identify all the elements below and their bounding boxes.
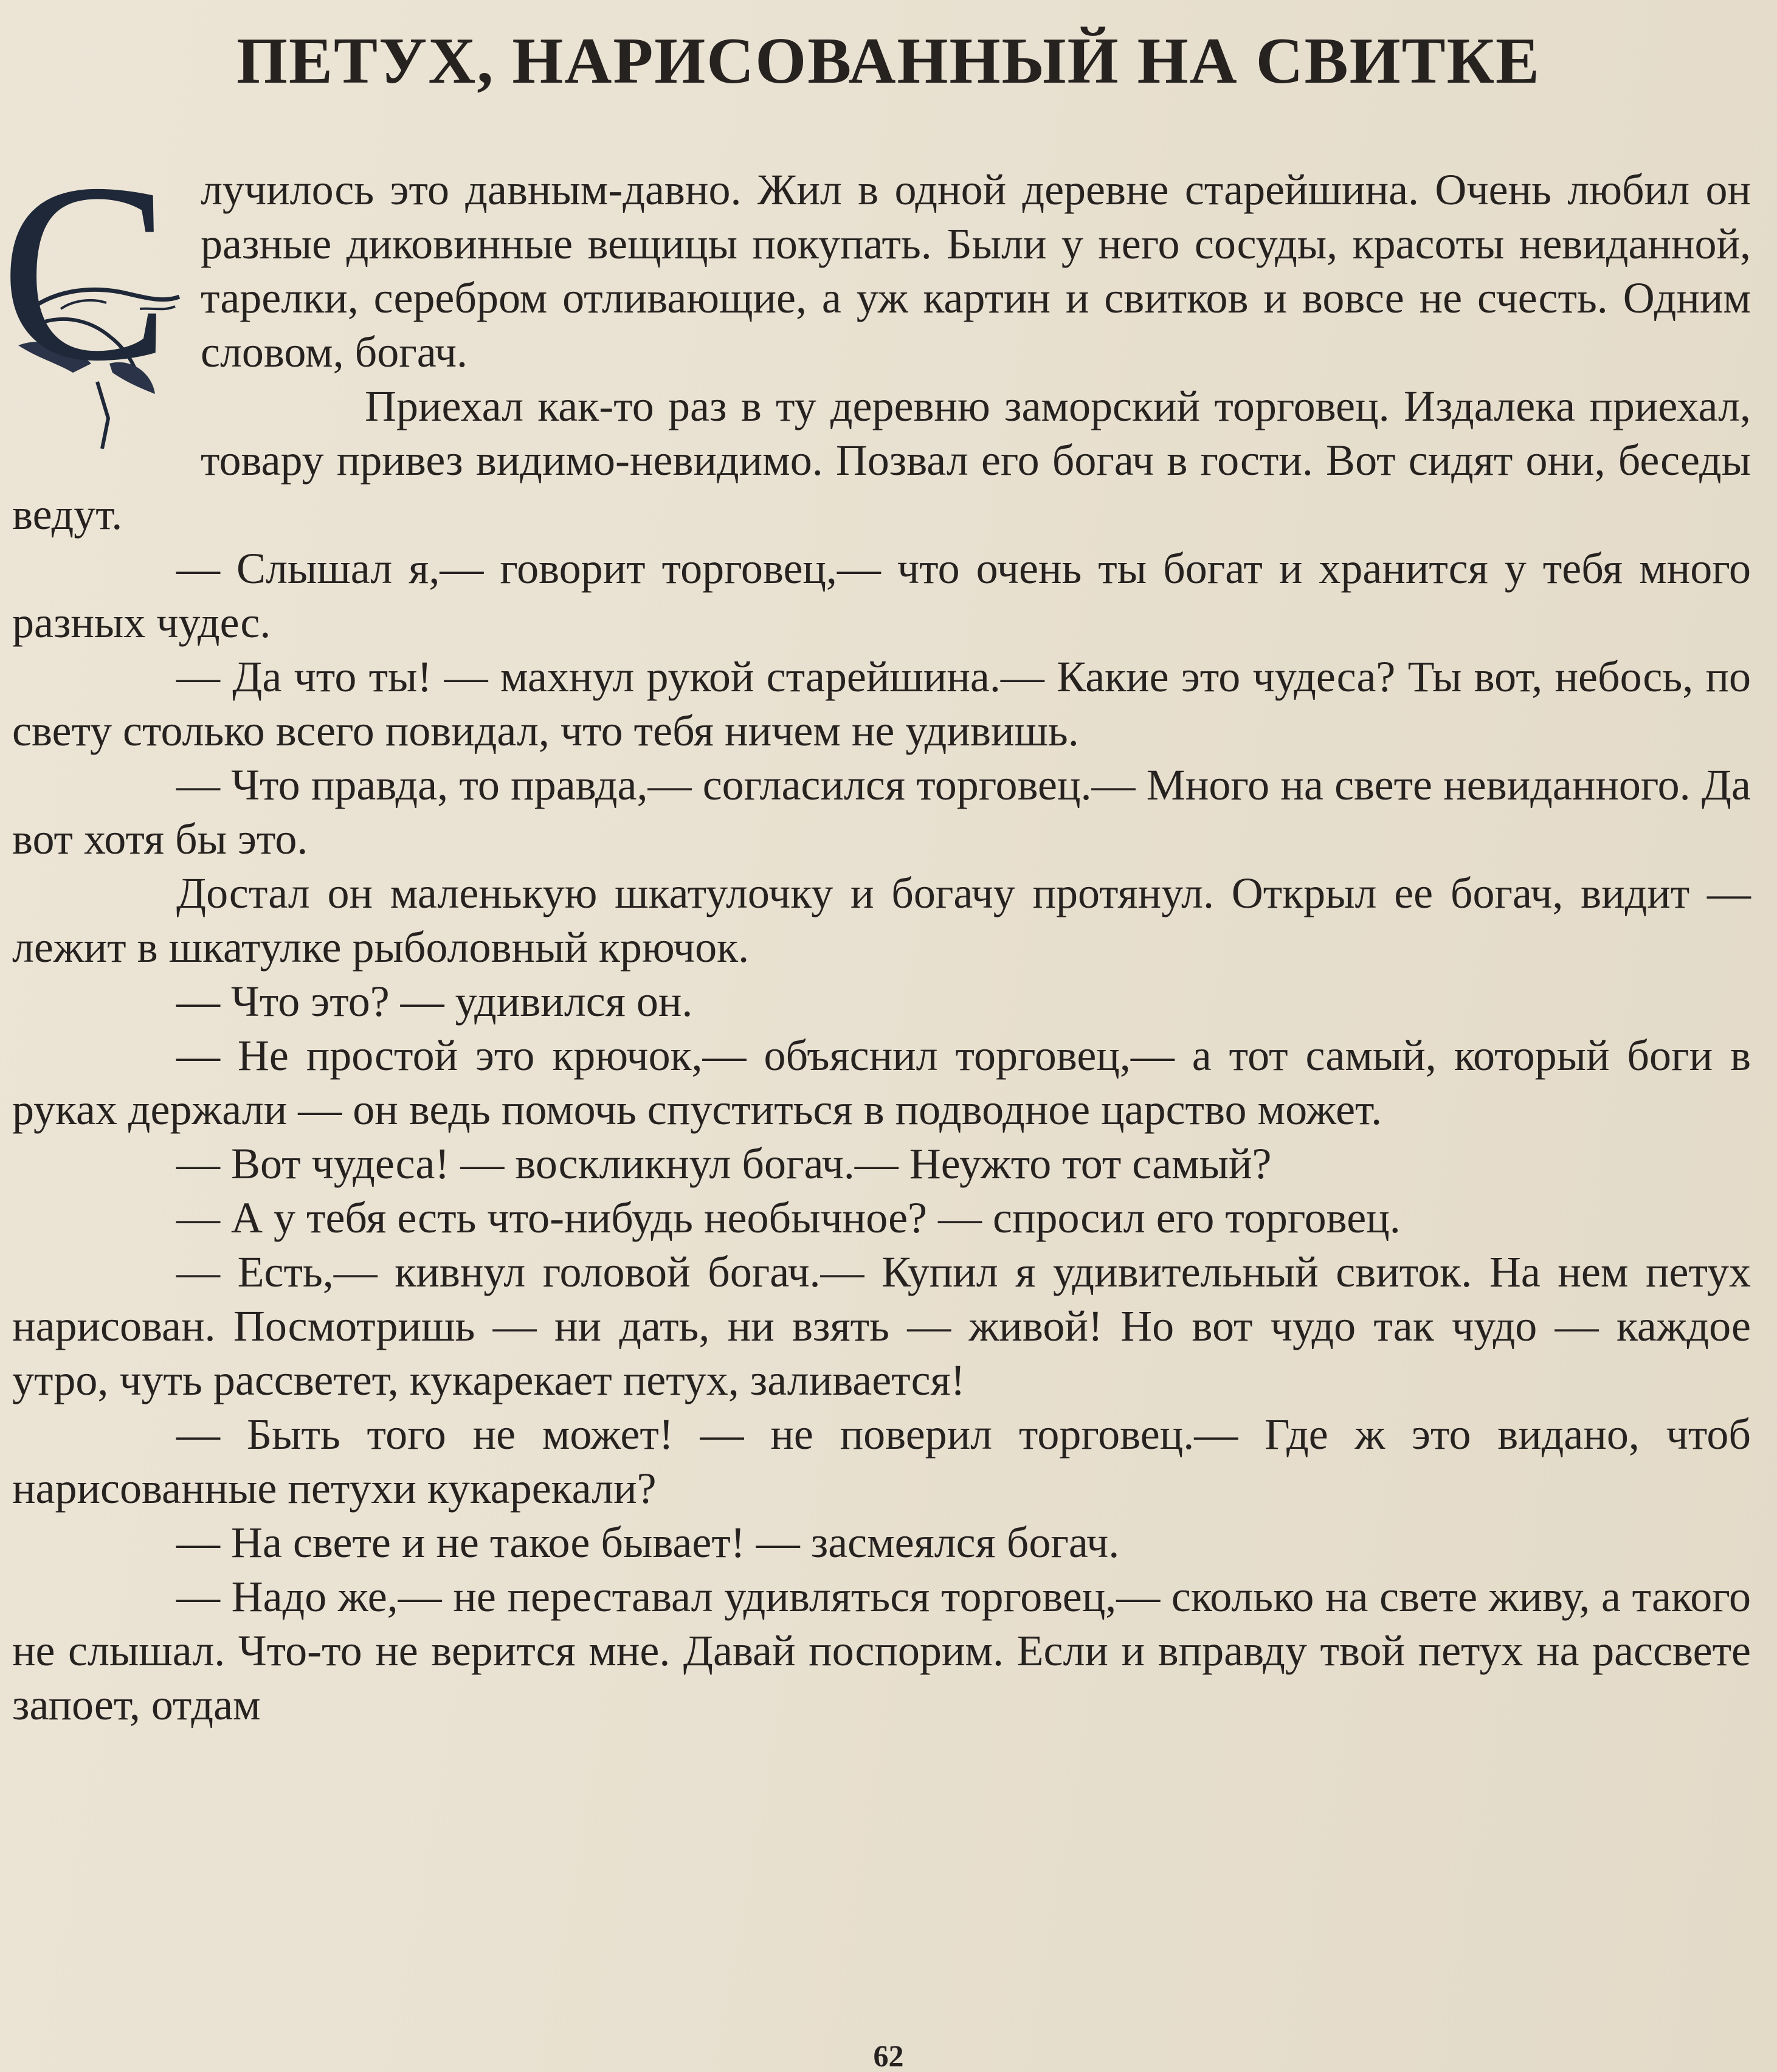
paragraph: — На свете и не такое бывает! — засмеялся богач.: [176, 1518, 1120, 1567]
paragraph: — Что правда, то правда,— согласился торговец.— Много на свете невиданного. Да вот хотя бы это.: [12, 761, 1751, 863]
paragraph: — Есть,— кивнул головой богач.— Купил я удивительный свиток. На нем петух нарисован. Посмотришь — ни дать, ни взять — живой! Но вот чудо так чудо — каждое утро, чуть рассветет, кукарекает петух, заливается!: [12, 1248, 1751, 1404]
paragraph: — А у тебя есть что-нибудь необычное? — спросил его торговец.: [176, 1193, 1401, 1242]
paragraph: Достал он маленькую шкатулочку и богачу протянул. Открыл ее богач, видит — лежит в шкатулке рыболовный крючок.: [12, 869, 1751, 972]
paragraph: — Вот чудеса! — воскликнул богач.— Неужто тот самый?: [176, 1139, 1272, 1188]
paragraph: — Не простой это крючок,— объяснил торговец,— а тот самый, который боги в руках держали — он ведь помочь спуститься в подводное царство может.: [12, 1031, 1751, 1134]
paragraph: Приехал как-то раз в ту деревню заморский торговец. Издалека приехал, товару привез видимо-невидимо. Позвал его богач в гости. Вот сидят они, беседы ведут.: [12, 382, 1751, 539]
page-title: ПЕТУХ, НАРИСОВАННЫЙ НА СВИТКЕ: [236, 25, 1541, 97]
story-text: [0, 131, 1751, 1732]
page-number: 62: [873, 2039, 904, 2072]
paragraph: — Что это? — удивился он.: [176, 977, 693, 1026]
drop-cap: [0, 131, 182, 449]
drop-cap-letter: С: [0, 131, 171, 413]
paragraph: — Да что ты! — махнул рукой старейшина.— Какие это чудеса? Ты вот, небось, по свету столько всего повидал, что тебя ничем не удивишь.: [12, 652, 1751, 755]
paragraph: лучилось это давным-давно. Жил в одной деревне старейшина. Очень любил он разные диковинные вещицы покупать. Были у него сосуды, красоты невиданной, тарелки, серебром отливающие, а уж картин и свитков и вовсе не счесть. Одним словом, богач.: [201, 165, 1751, 376]
paragraph: — Надо же,— не переставал удивляться торговец,— сколько на свете живу, а такого не слышал. Что-то не верится мне. Давай поспорим. Если и вправду твой петух на рассвете запоет, отдам: [12, 1572, 1751, 1729]
paragraph: — Быть того не может! — не поверил торговец.— Где ж это видано, чтоб нарисованные петухи кукарекали?: [12, 1410, 1751, 1513]
paragraph: — Слышал я,— говорит торговец,— что очень ты богат и хранится у тебя много разных чудес.: [12, 544, 1751, 647]
